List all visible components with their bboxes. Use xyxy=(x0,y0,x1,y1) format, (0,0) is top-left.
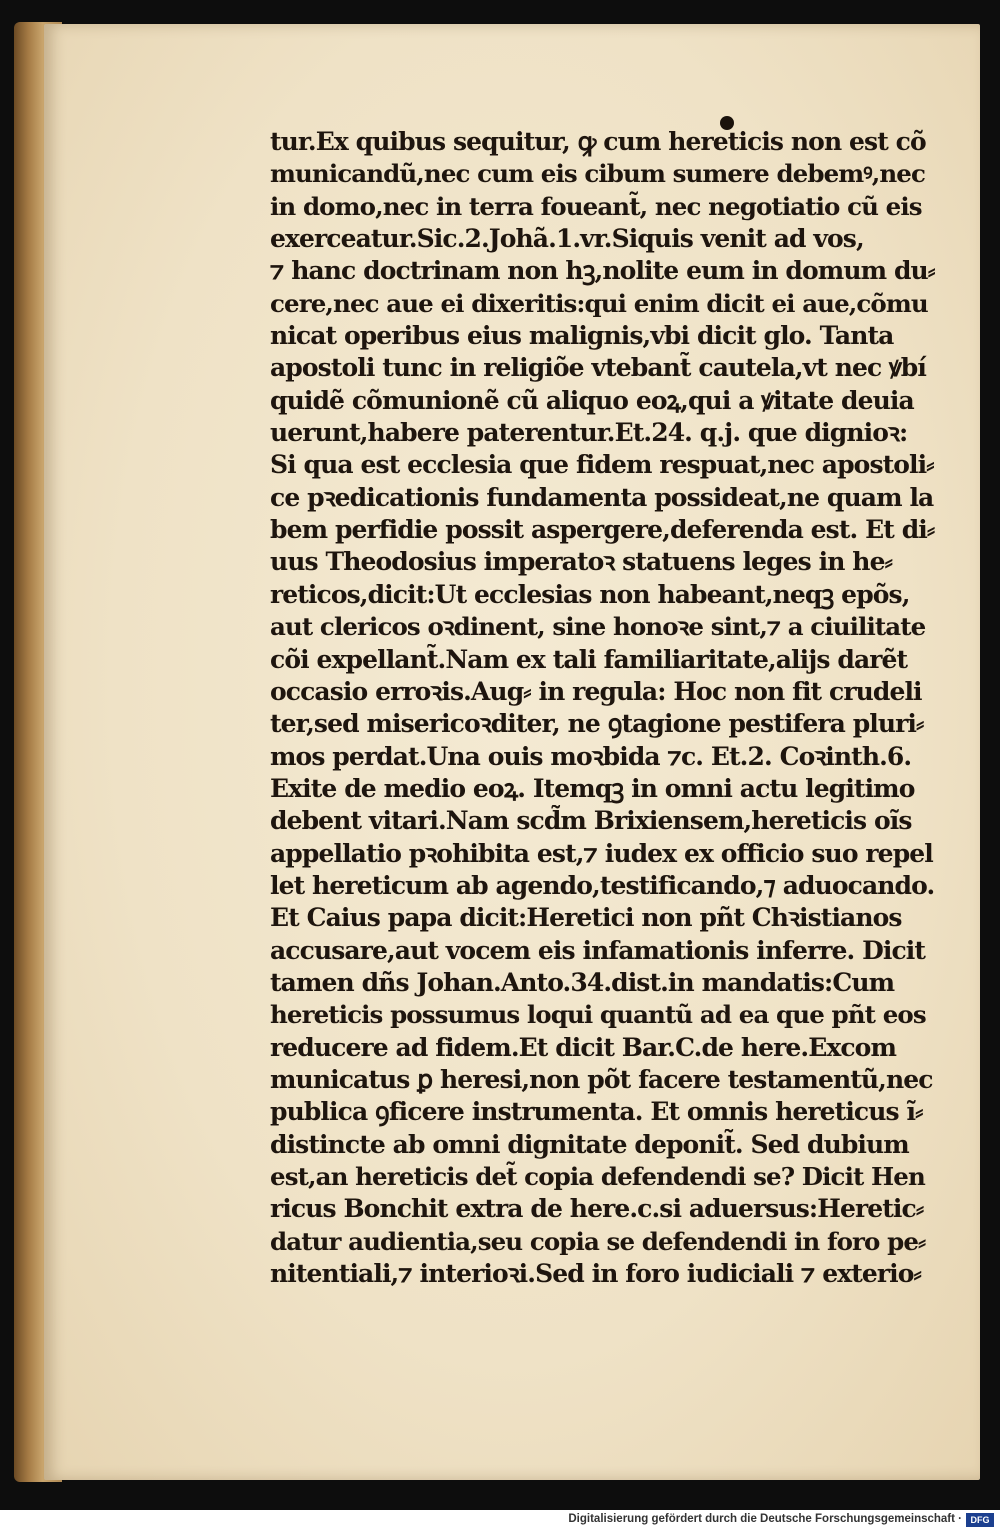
text-line: debent vitari.Nam scd̃m Brixiensem,hereticis oĩs xyxy=(270,806,912,836)
text-line: Et Caius papa dicit:Heretici non pñt Chꝛistianos xyxy=(270,903,902,933)
text-line: municandũ,nec cum eis cibum sumere debemꝰ,nec xyxy=(270,159,926,189)
text-line: aut clericos oꝛdinent, sine honoꝛe sint,⁊ a ciuilitate xyxy=(270,612,926,642)
text-line: uus Theodosius imperatoꝛ statuens leges in he⸗ xyxy=(270,547,893,577)
text-line: accusare,aut vocem eis infamationis inferre. Dicit xyxy=(270,935,926,965)
text-line: municatus ꝑ heresi,non põt facere testamentũ,nec xyxy=(270,1064,933,1094)
funding-notice: Digitalisierung gefördert durch die Deutsche Forschungsgemeinschaft · xyxy=(568,1513,962,1525)
text-line: Exite de medio eoꝝ. Itemqꝫ in omni actu legitimo xyxy=(270,773,915,803)
text-line: ce pꝛedicationis fundamenta possideat,ne quam la xyxy=(270,482,934,512)
text-line: tur.Ex quibus sequitur, ꝙ cum hereticis non est cõ xyxy=(270,127,926,156)
text-line: ⁊ hanc doctrinam non hꝫ,nolite eum in domum du⸗ xyxy=(270,256,935,286)
text-line: apostoli tunc in religiõe vtebant̃ cautela,vt nec ꝟbí xyxy=(270,353,926,383)
text-line: distincte ab omni dignitate deponit̃. Sed dubium xyxy=(270,1129,909,1159)
text-line: appellatio pꝛohibita est,⁊ iudex ex officio suo repel xyxy=(270,838,933,868)
text-line: cõi expellant̃.Nam ex tali familiaritate,alijs darẽt xyxy=(270,644,908,674)
text-line: in domo,nec in terra foueant̃, nec negotiatio cũ eis xyxy=(270,191,922,221)
text-block xyxy=(270,126,935,1290)
text-line: bem perfidie possit aspergere,deferenda est. Et di⸗ xyxy=(270,515,935,545)
footer-bar xyxy=(0,1510,1000,1531)
text-line: reducere ad fidem.Et dicit Bar.C.de here.Excom xyxy=(270,1032,897,1062)
text-line: Si qua est ecclesia que fidem respuat,nec apostoli⸗ xyxy=(270,450,934,480)
text-line: ter,sed misericoꝛditer, ne ꝯtagione pestifera pluri⸗ xyxy=(270,709,924,739)
text-line: est,an hereticis det̃ copia defendendi se? Dicit Hen xyxy=(270,1162,925,1191)
text-line: publica ꝯficere instrumenta. Et omnis hereticus ĩ⸗ xyxy=(270,1097,923,1127)
text-line: nitentiali,⁊ interioꝛi.Sed in foro iudiciali ⁊ exterio⸗ xyxy=(270,1259,921,1289)
text-line: occasio erroꝛis.Aug⸗ in regula: Hoc non fit crudeli xyxy=(270,676,922,706)
text-line: mos perdat.Una ouis moꝛbida ⁊c. Et.2. Coꝛinth.6. xyxy=(270,741,912,771)
text-line: datur audientia,seu copia se defendendi in foro pe⸗ xyxy=(270,1226,926,1256)
text-line: uerunt,habere paterentur.Et.24. q.j. que dignioꝛ: xyxy=(270,418,908,448)
text-line: let hereticum ab agendo,testificando,⁊ aduocando. xyxy=(270,870,935,900)
text-line: hereticis possumus loqui quantũ ad ea que pñt eos xyxy=(270,1000,926,1030)
dfg-logo: DFG xyxy=(966,1513,994,1527)
text-line: cere,nec aue ei dixeritis:qui enim dicit ei aue,cõmu xyxy=(270,288,928,318)
text-line: quidẽ cõmunionẽ cũ aliquo eoꝝ,qui a ꝟitate deuia xyxy=(270,385,914,415)
text-line: ricus Bonchit extra de here.c.si aduersus:Heretic⸗ xyxy=(270,1194,924,1224)
text-line: tamen dñs Johan.Anto.34.dist.in mandatis:Cum xyxy=(270,967,895,997)
text-line: nicat operibus eius malignis,vbi dicit glo. Tanta xyxy=(270,321,894,351)
text-line: reticos,dicit:Ut ecclesias non habeant,neqꝫ epõs, xyxy=(270,579,910,609)
text-line: exerceatur.Sic.2.Johã.1.vr.Siquis venit ad vos, xyxy=(270,224,864,254)
